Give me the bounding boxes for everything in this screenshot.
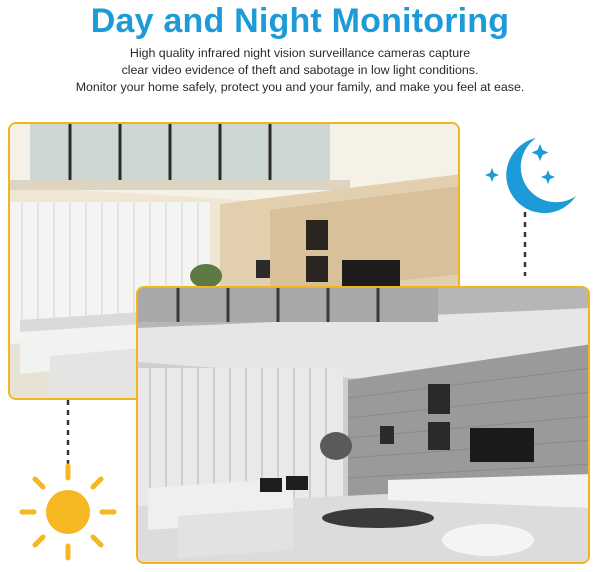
subtitle-line-2: clear video evidence of theft and sabotage in low light conditions. xyxy=(121,63,479,77)
subtitle xyxy=(0,45,600,96)
moon-dashed-connector xyxy=(523,212,527,276)
subtitle-line-3: Monitor your home safely, protect you and your family, and make you feel at ease. xyxy=(75,80,525,94)
subtitle-line-1: High quality infrared night vision surveillance cameras capture xyxy=(129,46,471,60)
moon-stars-icon xyxy=(476,130,584,218)
sun-icon xyxy=(18,462,118,562)
night-room-illustration xyxy=(138,288,590,564)
sun-dashed-connector xyxy=(66,400,70,464)
night-room-photo xyxy=(136,286,590,564)
page-title: Day and Night Monitoring xyxy=(90,2,510,40)
